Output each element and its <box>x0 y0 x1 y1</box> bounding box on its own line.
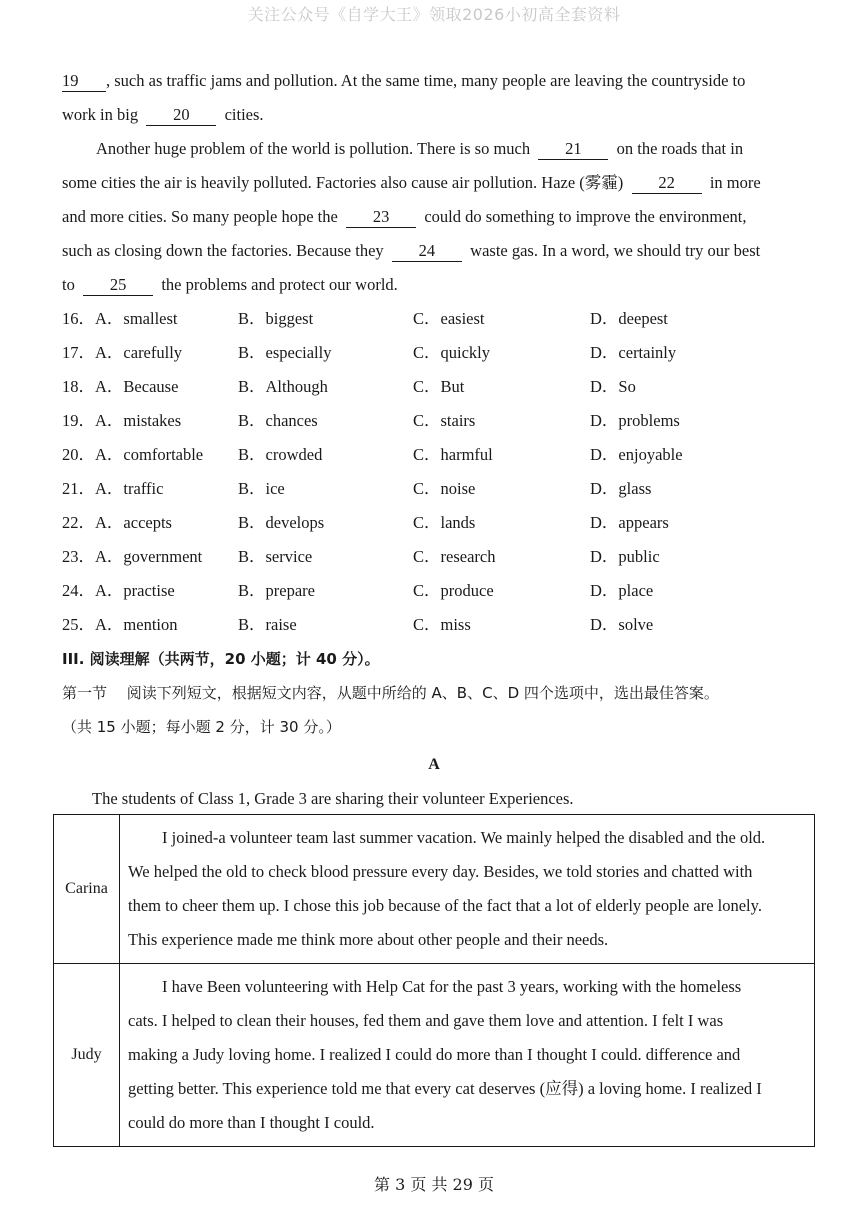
option-row-22: 22．A．accepts B．develops C．lands D．appears <box>62 506 806 540</box>
passage-line-1: 19 , such as traffic jams and pollution. At the same time, many people are leaving the countryside to <box>62 71 746 90</box>
passage-line-6: such as closing down the factories. Because they 24 waste gas. In a word, we should try our best <box>62 241 761 260</box>
option-a: A．carefully <box>95 343 183 362</box>
passage-line-7: to 25 the problems and protect our world. <box>62 275 398 294</box>
option-a: A．mention <box>95 615 178 634</box>
blank-21: 21 <box>538 139 608 160</box>
passage-label: A <box>428 756 440 773</box>
option-b: B．develops <box>238 513 325 532</box>
option-a: A．traffic <box>95 479 164 498</box>
blank-23: 23 <box>346 207 416 228</box>
option-a: A．mistakes <box>95 411 182 430</box>
option-row-23: 23．A．government B．service C．research D．public <box>62 540 806 574</box>
option-b: B．ice <box>238 479 285 498</box>
option-c: C．produce <box>413 581 494 600</box>
option-a: A．smallest <box>95 309 178 328</box>
option-b: B．especially <box>238 343 332 362</box>
experience-text: I have Been volunteering with Help Cat for the past 3 years, working with the homeless cats. I helped to clean their houses, fed them and gave them love and attention. I felt I was making a Judy loving home. I realized I could do more than I thought I could. difference and getting better. This experience told me that every cat deserves (应得) a loving home. I realized I could do more than I thought I could. <box>120 964 815 1147</box>
option-d: D．solve <box>590 615 654 634</box>
option-d: D．certainly <box>590 343 677 362</box>
passage-line-2: work in big 20 cities. <box>62 105 264 124</box>
option-c: C．noise <box>413 479 476 498</box>
option-d: D．enjoyable <box>590 445 683 464</box>
option-c: C．quickly <box>413 343 490 362</box>
option-c: C．miss <box>413 615 471 634</box>
option-d: D．place <box>590 581 654 600</box>
student-name: Carina <box>54 815 120 964</box>
option-d: D．glass <box>590 479 652 498</box>
passage-intro: The students of Class 1, Grade 3 are sharing their volunteer Experiences. <box>92 789 574 808</box>
option-c: C．harmful <box>413 445 493 464</box>
section-scoring-note: （共 15 小题；每小题 2 分，计 30 分。） <box>62 718 341 736</box>
blank-24: 24 <box>392 241 462 262</box>
blank-22: 22 <box>632 173 702 194</box>
option-row-18: 18．A．Because B．Although C．But D．So <box>62 370 806 404</box>
option-b: B．raise <box>238 615 297 634</box>
watermark: 关注公众号《自学大王》领取2026小初高全套资料 <box>247 5 621 24</box>
volunteer-table <box>53 814 815 1147</box>
option-b: B．prepare <box>238 581 315 600</box>
passage-line-5: and more cities. So many people hope the 23 could do something to improve the environment, <box>62 207 747 226</box>
blank-25: 25 <box>83 275 153 296</box>
options-list <box>62 302 806 642</box>
section-instructions: 第一节 阅读下列短文，根据短文内容，从题中所给的 A、B、C、D 四个选项中，选出最佳答案。 <box>62 684 719 702</box>
table-row <box>54 964 815 1147</box>
option-row-19: 19．A．mistakes B．chances C．stairs D．problems <box>62 404 806 438</box>
option-row-25: 25．A．mention B．raise C．miss D．solve <box>62 608 806 642</box>
section-title: III. 阅读理解（共两节，20 小题；计 40 分）。 <box>62 650 380 668</box>
option-d: D．problems <box>590 411 680 430</box>
option-b: B．service <box>238 547 313 566</box>
blank-19: 19 <box>62 71 106 92</box>
document-body <box>62 64 806 816</box>
option-c: C．But <box>413 377 465 396</box>
option-d: D．appears <box>590 513 669 532</box>
option-b: B．chances <box>238 411 318 430</box>
option-row-16: 16．A．smallest B．biggest C．easiest D．deepest <box>62 302 806 336</box>
option-a: A．Because <box>95 377 179 396</box>
student-name: Judy <box>54 964 120 1147</box>
experience-text: I joined-a volunteer team last summer vacation. We mainly helped the disabled and the old. We helped the old to check blood pressure every day. Besides, we told stories and chatted with them to cheer them up. I chose this job because of the fact that a lot of elderly people are lonely. This experience made me think more about other people and their needs. <box>120 815 815 964</box>
blank-20: 20 <box>146 105 216 126</box>
passage-line-4: some cities the air is heavily polluted. Factories also cause air pollution. Haze (雾霾) 22 in more <box>62 173 761 192</box>
option-a: A．practise <box>95 581 175 600</box>
option-b: B．crowded <box>238 445 323 464</box>
page-number: 第 3 页 共 29 页 <box>374 1175 494 1194</box>
option-c: C．easiest <box>413 309 485 328</box>
option-row-20: 20．A．comfortable B．crowded C．harmful D．enjoyable <box>62 438 806 472</box>
option-c: C．research <box>413 547 496 566</box>
option-d: D．So <box>590 377 636 396</box>
option-c: C．stairs <box>413 411 476 430</box>
option-row-21: 21．A．traffic B．ice C．noise D．glass <box>62 472 806 506</box>
table-row <box>54 815 815 964</box>
option-row-24: 24．A．practise B．prepare C．produce D．place <box>62 574 806 608</box>
option-row-17: 17．A．carefully B．especially C．quickly D．certainly <box>62 336 806 370</box>
option-a: A．comfortable <box>95 445 204 464</box>
option-c: C．lands <box>413 513 476 532</box>
option-a: A．accepts <box>95 513 172 532</box>
option-b: B．Although <box>238 377 328 396</box>
option-b: B．biggest <box>238 309 314 328</box>
passage-line-3: Another huge problem of the world is pollution. There is so much 21 on the roads that in <box>96 139 744 158</box>
option-a: A．government <box>95 547 203 566</box>
option-d: D．deepest <box>590 309 668 328</box>
option-d: D．public <box>590 547 660 566</box>
